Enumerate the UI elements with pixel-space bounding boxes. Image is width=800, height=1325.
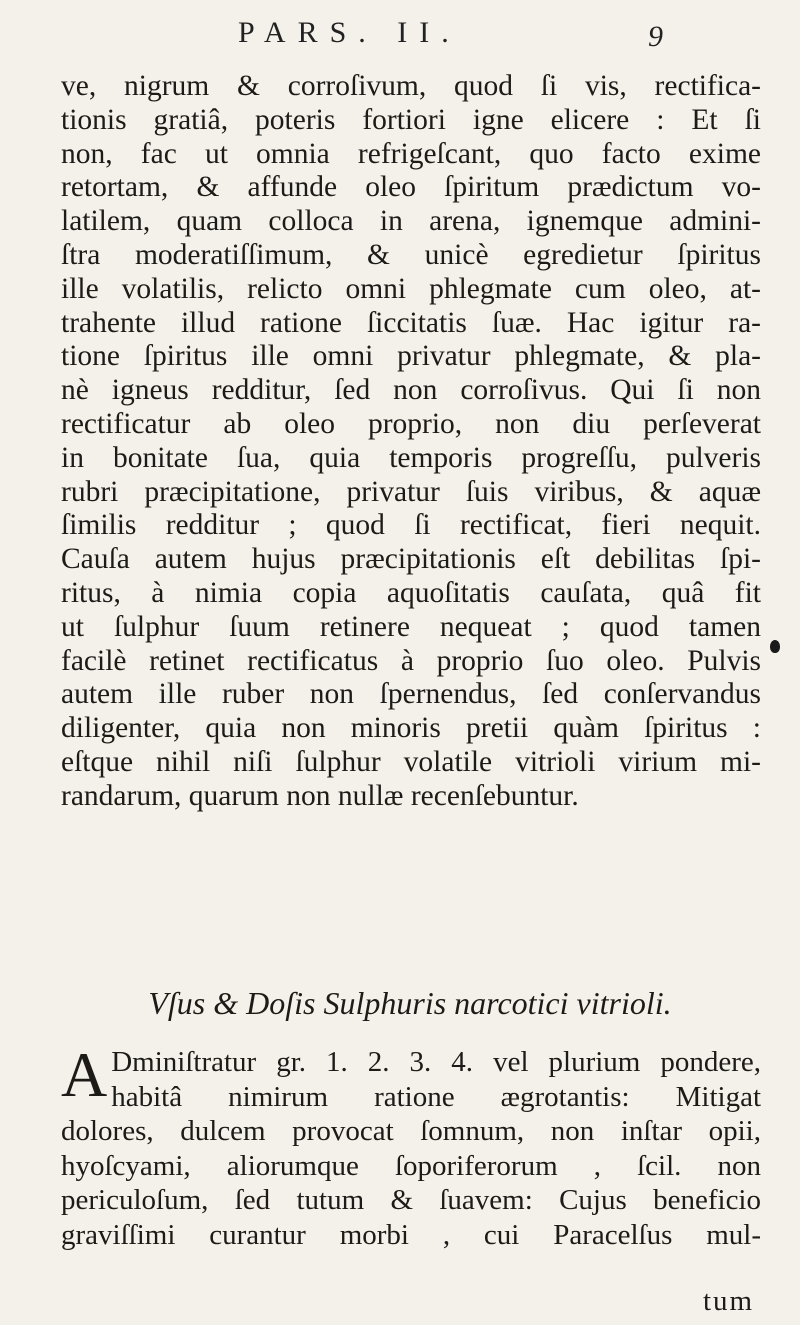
text-line: diligenter, quia non minoris pretii quàm ſpiritus : — [61, 712, 761, 745]
text-line: ſtra moderatiſſimum, & unicè egredietur ſpiritus — [61, 238, 761, 271]
text-line: facilè retinet rectificatus à proprio ſuo oleo. Pulvis — [61, 644, 761, 677]
text-line: periculoſum, ſed tutum & ſuavem: Cujus beneficio — [61, 1184, 761, 1216]
text-line: Dminiſtratur gr. 1. 2. 3. 4. vel plurium pondere, — [111, 1046, 761, 1078]
main-paragraph — [61, 70, 761, 814]
running-title: PARS. II. — [238, 16, 461, 49]
text-line: graviſſimi curantur morbi , cui Paracelſus mul- — [61, 1218, 761, 1251]
text-line: tionis gratiâ, poteris fortiori igne elicere : Et ſi — [61, 103, 761, 136]
text-line: autem ille ruber non ſpernendus, ſed conſervandus — [61, 678, 761, 711]
text-line: retortam, & affunde oleo ſpiritum prædictum vo- — [61, 171, 761, 204]
page-number: 9 — [648, 20, 663, 53]
text-line: ille volatilis, relicto omni phlegmate cum oleo, at- — [61, 272, 761, 305]
text-line: tione ſpiritus ille omni privatur phlegmate, & pla- — [61, 340, 761, 373]
text-line: hyoſcyami, aliorumque ſoporiferorum , ſcil. non — [61, 1149, 761, 1182]
ink-blot-mark — [770, 640, 780, 653]
text-line: nè igneus redditur, ſed non corroſivus. Qui ſi non — [61, 374, 761, 407]
text-line: dolores, dulcem provocat ſomnum, non inſtar opii, — [61, 1115, 761, 1147]
text-line: non, fac ut omnia refrigeſcant, quo facto exime — [61, 137, 761, 170]
text-line: latilem, quam colloca in arena, ignemque admini- — [61, 205, 761, 238]
running-head — [0, 16, 800, 56]
text-line: rectificatur ab oleo proprio, non diu perſeverat — [61, 407, 761, 440]
text-line: trahente illud ratione ſiccitatis ſuæ. Hac igitur ra- — [61, 306, 761, 339]
text-line: randarum, quarum non nullæ recenſebuntur. — [61, 779, 579, 812]
section-heading: Vſus & Doſis Sulphuris narcotici vitrioli. — [148, 985, 672, 1021]
text-line: habitâ nimirum ratione ægrotantis: Mitigat — [111, 1080, 761, 1113]
text-line: in bonitate ſua, quia temporis progreſſu, pulveris — [61, 441, 761, 474]
drop-cap: A — [61, 1039, 108, 1110]
text-line: eſtque nihil niſi ſulphur volatile vitrioli virium mi- — [61, 745, 761, 778]
text-line: rubri præcipitatione, privatur ſuis viribus, & aquæ — [61, 475, 761, 508]
section-paragraph — [61, 1039, 761, 1252]
text-line: ut ſulphur ſuum retinere nequeat ; quod tamen — [61, 610, 761, 643]
text-line: ſimilis redditur ; quod ſi rectificat, fieri nequit. — [61, 509, 761, 542]
text-line: Cauſa autem hujus præcipitationis eſt debilitas ſpi- — [61, 543, 761, 576]
catchword: tum — [703, 1285, 755, 1317]
text-line: ve, nigrum & corroſivum, quod ſi vis, rectifica- — [61, 70, 761, 102]
text-line: ritus, à nimia copia aquoſitatis cauſata, quâ fit — [61, 576, 761, 609]
